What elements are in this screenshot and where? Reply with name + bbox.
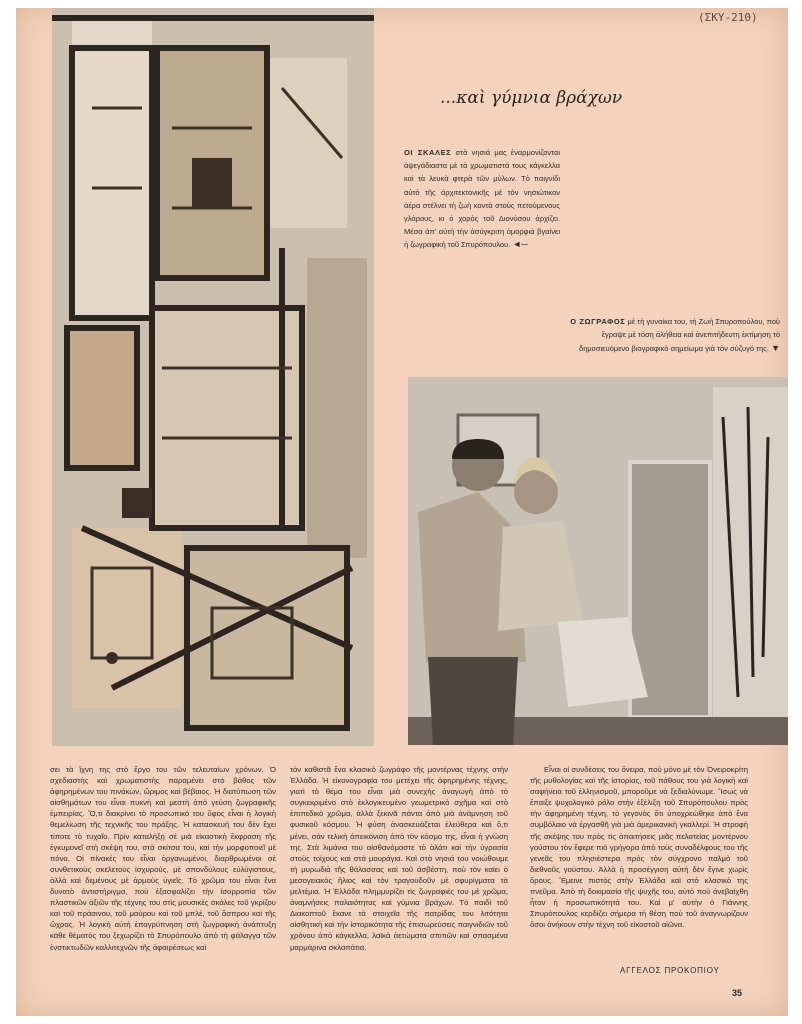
author-signature: ΑΓΓΕΛΟΣ ΠΡΟΚΟΠΙΟΥ bbox=[620, 966, 720, 975]
abstract-painting bbox=[52, 8, 374, 746]
intro-body: στὰ νησιά μας ἐναρμονίζονται ἀψεγάδιαστα μὲ τὰ χρωματιστά τους κάγκελλα καὶ τὰ λευκὰ φτερὰ τῶν μύλων. Τὸ παιγνίδι αὐτὸ τῆς ἀρχιτεκτονικῆς μὲ τὸν νησιώτικον ἀέρα στέλνει τὴ ζωὴ κοντὰ στοὺς πετούμενους γλάρους, κι ὁ χορὸς τοῦ Διονύσου ἀρχίζει. Μέσα ἀπ' αὐτὴ τὴν ἀσύγκριτη ὀμορφιὰ βγαίνει ἡ ζωγραφικὴ τοῦ Σπυρόπουλου. bbox=[404, 148, 560, 250]
down-arrow-icon: ▼ bbox=[771, 342, 780, 353]
body-column-1: σει τὰ ἴχνη της στὸ ἔργο του τῶν τελευταίων χρόνων. Ὁ σχεδιαστὴς καὶ χρωματιστὴς παραμένει στὸ βάθος τῶν ἀφηρημένων του πινάκων, ὥριμος καὶ βέβαιος. Ἡ διατύπωση τῶν αἰσθημάτων του εἶναι πυκνὴ καὶ μεστὴ ἀπὸ γεύση ζωγραφικῆς ἐμπειρίας. Ὅ,τι διακρίνει τὸ προσωπικό του ὕφος εἶναι ἡ λογικὴ θεμελίωση τῆς τεχνικῆς του πράξης. Ἡ κατασκευή του δὲν ἔχει τίποτε τὸ τυχαῖο. Πρὶν καταλήξῃ σὲ μιὰ εἰκαστικὴ ἔκφραση τῆς ἐγκυμονεῖ στὴ σκέψη του, στὰ σκίτσα του, καὶ τὴν μορφοποιεῖ μὲ πόνο. Οἱ πίνακές του εἶναι ὀργανωμένοι, διαρθρωμένοι σὲ συνθετικοὺς σκελετοὺς ἰσχυρούς, μὲ σπονδύλους εὐλύγιστους, ἀλλὰ καὶ δεμένους μὲ ἁρμοὺς ὑγιεῖς. Τὸ χρῶμα του εἶναι ἕνα δυνατὸ ἀντιστήριγμα, ποὺ ἐξασφαλίζει τὴν ἰσορροπία τῶν πλαστικῶν ἀξιῶν τῆς τέχνης του στὶς μουσικὲς σκάλες τοῦ γκρίζου καὶ τοῦ πράσινου, τοῦ μαύρου καὶ τοῦ μπλέ, τοῦ ἄσπρου καὶ τῆς ὤχρας. Ἡ λογικὴ αὐτὴ ἐπαγρύπνηση στὴ ζωγραφικὴ ἀνάπτυξη κάθε θέματός του ξεχωρίζει τὸ Σπυρόπουλο ἀπὸ τὴ φάλαγγα τῶν ἐνστικτωδῶν καλλιτεχνῶν τῆς ἀφαιρέσεως καὶ bbox=[50, 765, 276, 952]
caption-body: μὲ τὴ γυναίκα του, τὴ Ζωὴ Σπυροπούλου, ποὺ ἔγραψε μὲ τόση ἀλήθεια καὶ ἀνεπιτήδευτη ἐκτίμηση τὸ δημοσιευόμενο βιογραφικὸ σημείωμα γιὰ τὸν σύζυγό της. bbox=[579, 317, 780, 353]
body-column-3: Εἶναι οἱ συνδέσεις του ὄνειρα, ποὺ μόνο μὲ τὸν Ὀνειροκρίτη τῆς μυθολογίας καὶ τῆς ἱστορίας, τοῦ πάθους του γιὰ λογικὴ καὶ σαφήνεια τοῦ ἑλληνισμοῦ, μποροῦμε νὰ ξεδιαλύνωμε. Ἴσως νὰ ἔπαιξε ψυχολογικὸ ρόλο στὴν ἐξέλιξη τοῦ Σπυρόπουλου πρὸς τὴν ἀφηρημένη τέχνη, τὸ γεγονὸς ὅτι ὑποχρεώθηκε ἀπὸ ἕνα συμβόλαιο νὰ ἐργασθῆ γιὰ μιὰ ἀμερικανικὴ γκαλλερί. Ἡ στροφὴ τῆς σκέψης του πρὸς τὶς ἀπαιτήσεις μιᾶς πελατείας μοντέρνου γούστου τὸν ἔφερε πιὸ γρήγορα ἀπὸ τοὺς συναδέλφους του τῆς γενεᾶς του πλησιέστερα πρὸς τὸν σύγχρονο παλμὸ τοῦ διεθνοῦς γούστου. Ἀλλὰ ἡ προσέγγιση αὐτὴ δὲν ἔγινε χωρὶς ὅρους. Ἔμεινε πιστὸς στὴν Ἑλλάδα καὶ στὸ κλασικὸ της πνεῦμα. Ἀπὸ τὴ δοκιμασία τῆς ψυχῆς του, αὐτὸ ποὺ ἀνεβαίχθη ἦταν ἡ προσωπικότητά του. Καὶ μ' αὐτὴν ὁ Γιάννης Σπυρόπουλος κερδίζει σήμερα τὴ θέση ποὺ τοῦ ἀναγνωρίζουν ὅσοι ἀνήκουν στὴν τέχνη τοῦ εἰκοστοῦ αἰῶνα. bbox=[530, 765, 748, 930]
left-arrow-icon: ◄─ bbox=[512, 239, 528, 250]
body-column-2: τὸν καθιστᾶ ἕνα κλασικὸ ζωγράφο τῆς μοντέρνας τέχνης στὴν Ἑλλάδα. Ἡ εἰκονογραφία του μετέχει τῆς ἀφηρημένης τέχνης, γιατὶ τὸ θέμα του εἶναι μιὰ συνεχὴς ἀναγωγὴ ἀπὸ τὸ συγκεκριμένο στὸ ἐκλογικευμένο γεωμετρικὸ σχῆμα καὶ στὸ ἐπιπεδικὸ χρῶμα, ἀλλὰ ξεκινᾶ πάντα ἀπὸ μιὰ ἀνάμνηση τοῦ φυσικοῦ κόσμου. Ἡ φύση ἀνασκευάζεται ἐλεύθερα καὶ ὅ,τι μένει, σὰν τελικὴ ἀπεικόνιση ἀπὸ τὸν κόσμο της, εἶναι ἡ γνώση της. Στὰ λιμάνια του αἰσθανόμαστε τὸ ἁλάτι καὶ τὴν ὑγρασία στοὺς τοίχους καὶ στὰ μουράγια. Καὶ στὰ νησιά του νοιώθουμε τὴ μυρωδιὰ τῆς θάλασσας καὶ τοῦ ἀσβέστη, ποὺ τὸν καίει ὁ μεσογειακὸς ἥλιος καὶ τὸν τραγουδοῦν μὲ σφυρίγματα τὰ μελτέμια. Ἡ Ἑλλάδα πλημμυρίζει τὶς ζωγραφιές του μὲ χρῶμα, ἀναμνήσεις παλαιότητας καὶ γύμνια βράχων. Τὸ παιδὶ τοῦ Διακοπτοῦ ἔκανε τὰ στοιχεῖα τῆς πατρίδας του λιτότητα αἰσθητικὴ καὶ τὴν ἰστορικότητα τῆς ἐπισωρεύσεις παιγνιδιῶν τοῦ χρόνου ἀπὸ κάγκελλα, λαϊκὰ ἀετώματα σπιτιῶν καὶ σπασμένα μαρμάρινα σκλαπάτια. bbox=[290, 765, 508, 952]
article-title: ...καὶ γύμνια βράχων bbox=[440, 88, 623, 108]
caption-lead: Ο ΖΩΓΡΑΦΟΣ bbox=[570, 317, 626, 326]
page-number: 35 bbox=[732, 988, 743, 998]
photo-caption bbox=[568, 315, 780, 355]
handwritten-note: (ΣΚΥ-210) bbox=[698, 11, 758, 24]
painter-photo bbox=[408, 377, 788, 745]
intro-text-block bbox=[404, 146, 560, 252]
intro-lead: ΟΙ ΣΚΑΛΕΣ bbox=[404, 148, 452, 157]
